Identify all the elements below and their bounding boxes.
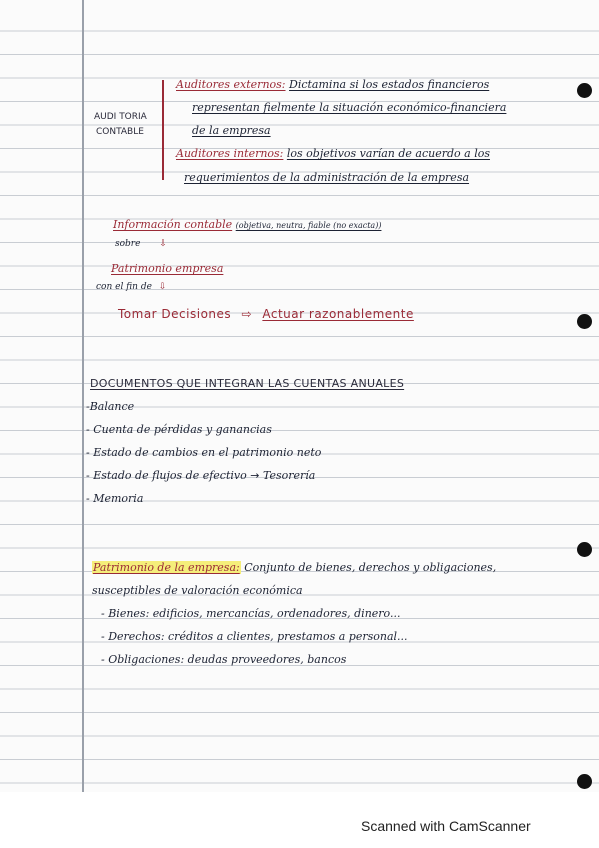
- patrimonio-def2: susceptibles de valoración económica: [92, 584, 303, 597]
- decision-right: Actuar razonablemente: [262, 307, 414, 321]
- external-auditors-text1: Dictamina si los estados financieros: [289, 78, 490, 91]
- margin-line: [82, 0, 84, 792]
- internal-auditors-title: Auditores internos:: [176, 147, 284, 160]
- scanner-watermark: Scanned with CamScanner: [361, 818, 531, 834]
- audit-bracket: [162, 80, 164, 180]
- documents-item: - Estado de cambios en el patrimonio neto: [86, 446, 322, 459]
- con-fin-text: con el fin de: [96, 282, 152, 292]
- patrimonio-title: Patrimonio de la empresa:: [93, 561, 240, 574]
- info-title-note: (objetiva, neutra, fiable (no exacta)): [235, 221, 382, 230]
- down-arrow-icon: ⇩: [159, 239, 167, 249]
- decision-left: Tomar Decisiones: [118, 307, 232, 321]
- info-title-line: [113, 218, 381, 233]
- binder-hole: [577, 314, 592, 329]
- documents-item-text: - Estado de flujos de efectivo: [86, 469, 247, 482]
- scanner-footer: [0, 812, 599, 848]
- external-auditors-text3: de la empresa: [192, 124, 271, 137]
- external-auditors-line1: [176, 78, 489, 92]
- down-arrow-icon: ⇩: [158, 282, 167, 292]
- internal-auditors-text2: requerimientos de la administración de la empresa: [184, 171, 470, 184]
- binder-hole: [577, 774, 592, 789]
- documents-title: DOCUMENTOS QUE INTEGRAN LAS CUENTAS ANUALES: [90, 377, 405, 390]
- documents-item: - Memoria: [86, 492, 144, 505]
- sobre-text: sobre: [115, 239, 141, 249]
- info-title: Información contable: [113, 218, 233, 231]
- internal-auditors-text1: los objetivos varían de acuerdo a los: [286, 147, 490, 160]
- binder-hole: [577, 83, 592, 98]
- patrimonio-empresa: Patrimonio empresa: [111, 262, 224, 275]
- external-auditors-text2: representan fielmente la situación económico-financiera: [192, 101, 507, 114]
- external-auditors-title: Auditores externos:: [176, 78, 286, 91]
- right-arrow-icon: ⇨: [241, 307, 253, 321]
- patrimonio-item-derechos: - Derechos: créditos a clientes, prestamos a personal...: [101, 630, 408, 643]
- internal-auditors-line1: [176, 147, 490, 161]
- audit-label-line1: AUDI TORIA: [94, 112, 147, 122]
- binder-hole: [577, 542, 592, 557]
- patrimonio-def1: Conjunto de bienes, derechos y obligaciones,: [244, 561, 497, 574]
- documents-item: -Balance: [86, 400, 135, 413]
- con-fin-line: [96, 280, 166, 294]
- flow-target: Tesorería: [262, 469, 316, 482]
- patrimonio-item-obligaciones: - Obligaciones: deudas proveedores, bancos: [101, 653, 347, 666]
- patrimonio-item-bienes: - Bienes: edificios, mercancías, ordenadores, dinero...: [101, 607, 401, 620]
- sobre-line: [115, 237, 167, 251]
- documents-item: - Cuenta de pérdidas y ganancias: [86, 423, 272, 436]
- documents-item-flujos: [86, 469, 315, 483]
- decisions-line: [118, 307, 414, 321]
- patrimonio-def-line1: [92, 561, 496, 575]
- flow-arrow-icon: →: [250, 469, 260, 482]
- audit-label-line2: CONTABLE: [96, 127, 144, 137]
